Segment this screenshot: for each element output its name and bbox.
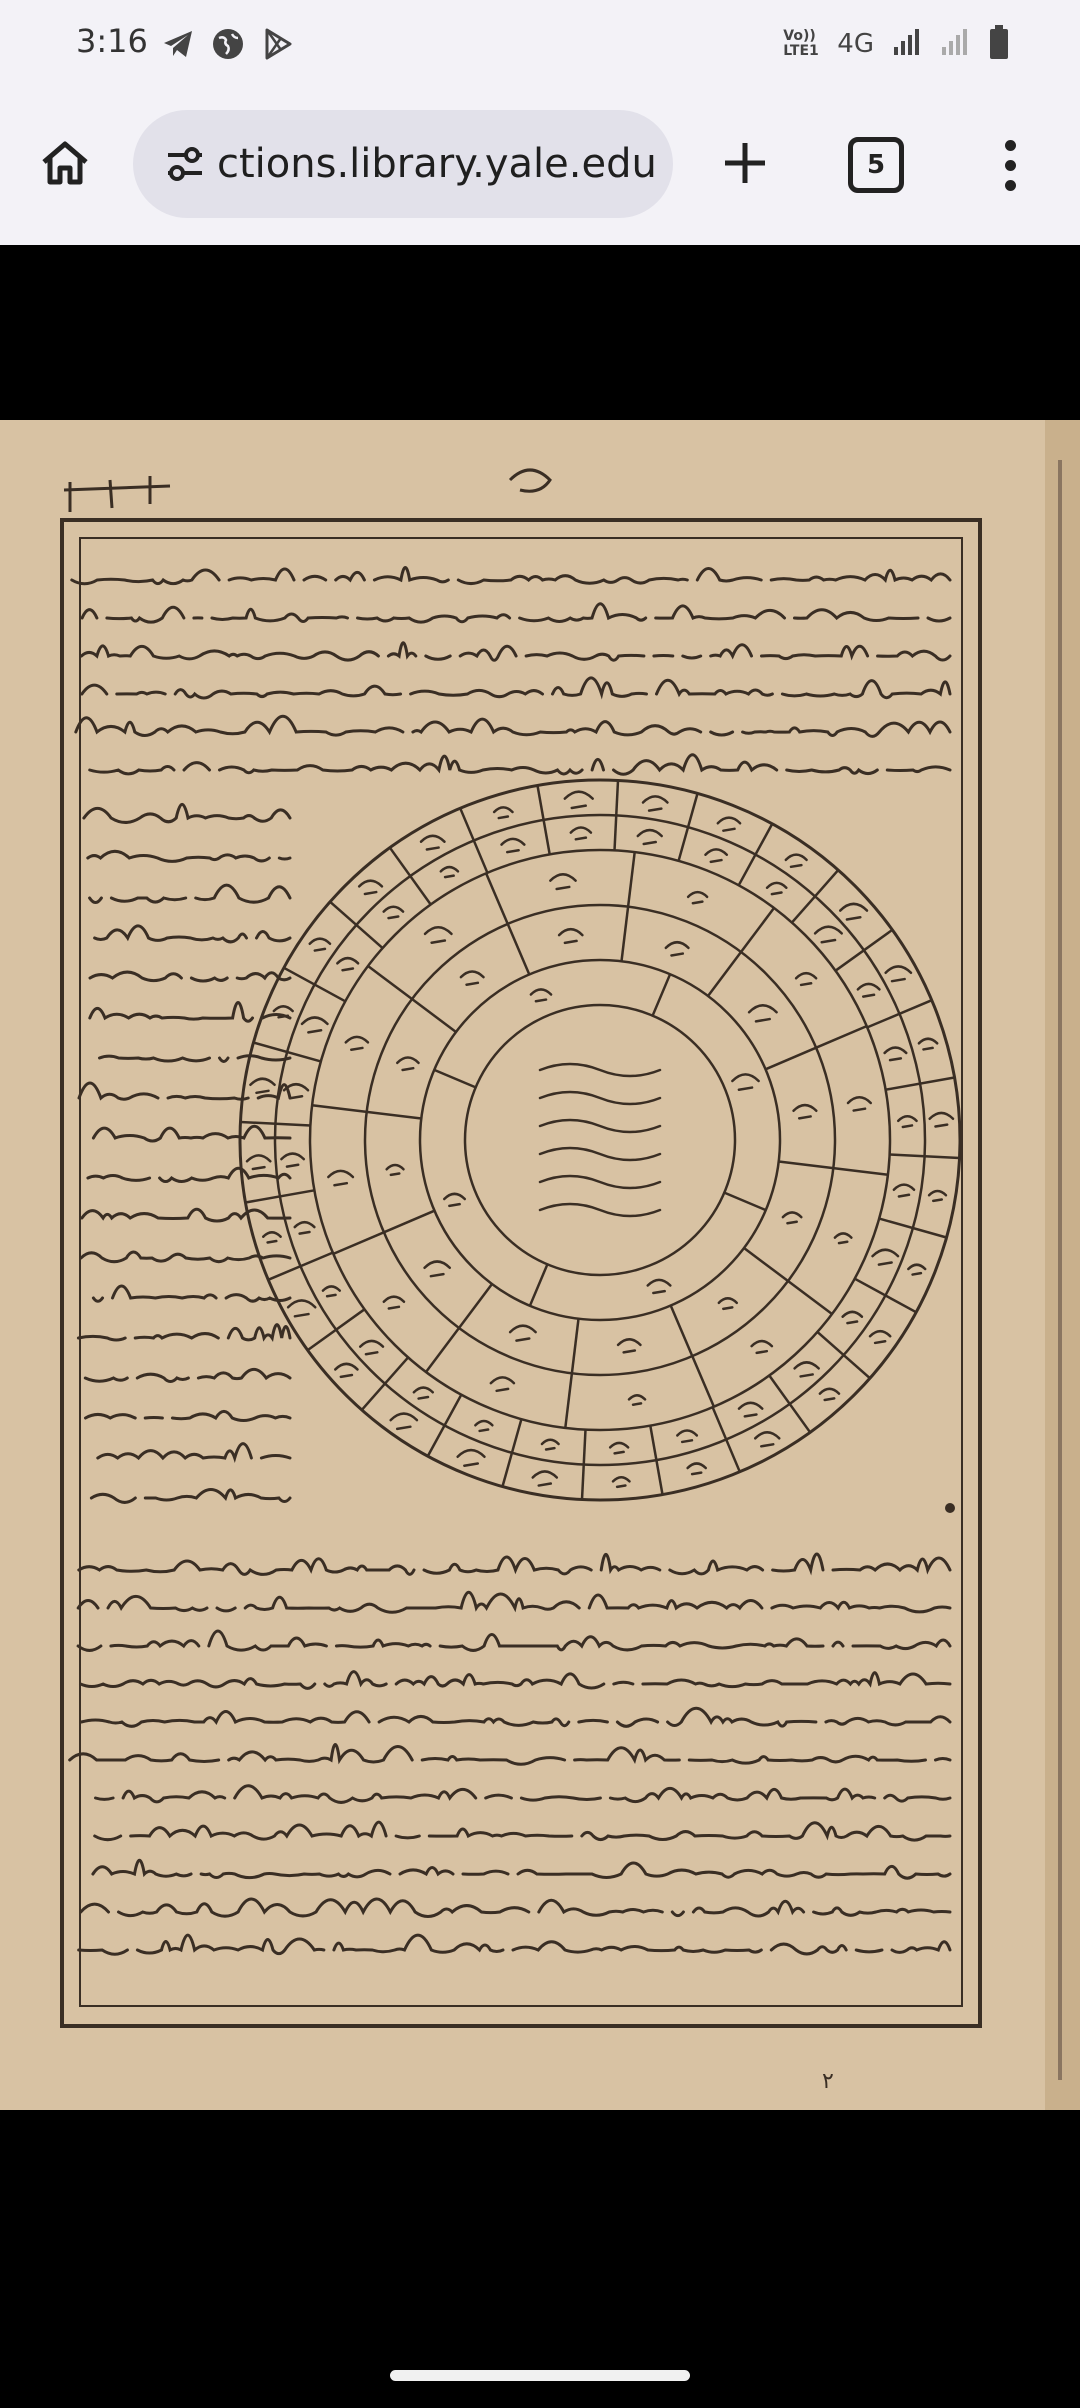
- status-time: 3:16: [76, 22, 148, 60]
- home-button[interactable]: [30, 130, 100, 200]
- battery-icon: [988, 24, 1010, 64]
- browser-toolbar: [0, 90, 1080, 245]
- image-viewer[interactable]: [0, 245, 1080, 2408]
- gesture-home-indicator[interactable]: [390, 2370, 690, 2381]
- volte-label: Vo)) LTE1: [783, 28, 819, 59]
- home-icon: [38, 136, 92, 194]
- network-type: 4G: [837, 29, 874, 59]
- url-text[interactable]: ctions.library.yale.edu: [217, 141, 657, 187]
- more-menu-icon: [1005, 140, 1016, 151]
- status-app-icons: [160, 26, 296, 62]
- more-menu-button[interactable]: [985, 130, 1035, 200]
- manuscript-page-image[interactable]: [0, 420, 1080, 2110]
- tab-count: 5: [866, 150, 886, 180]
- new-tab-button[interactable]: [710, 130, 780, 200]
- globe-icon: [210, 26, 246, 62]
- page-number: ٢: [822, 2069, 834, 2094]
- signal-weak-icon: [940, 27, 970, 61]
- site-settings-icon[interactable]: [155, 134, 215, 194]
- status-bar: [0, 0, 1080, 90]
- address-bar[interactable]: [133, 110, 673, 218]
- tab-switcher-button[interactable]: [848, 137, 904, 193]
- status-indicators: [783, 24, 1010, 64]
- manuscript-illustration: [0, 420, 1080, 2110]
- new-tab-icon: [720, 138, 770, 192]
- play-store-icon: [260, 26, 296, 62]
- signal-icon: [892, 27, 922, 61]
- telegram-icon: [160, 26, 196, 62]
